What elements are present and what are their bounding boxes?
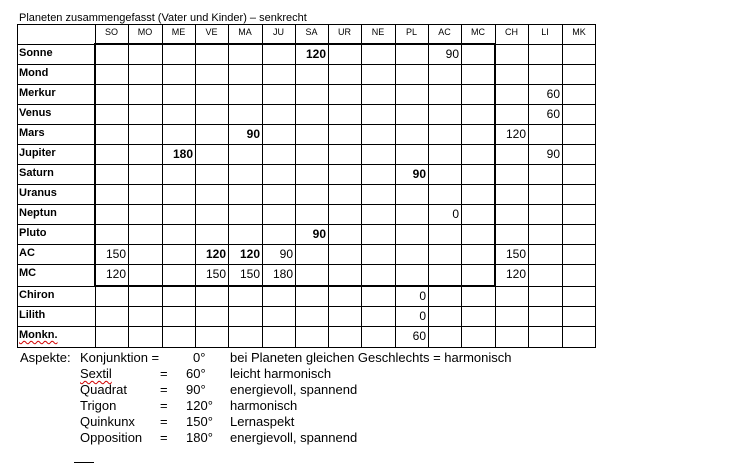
row-label-text: Mars — [19, 127, 45, 139]
row-label-text: AC — [19, 247, 35, 259]
aspect-description: leicht harmonisch — [230, 366, 332, 381]
row-label — [17, 164, 95, 184]
aspect-description: bei Planeten gleichen Geschlechts = harmonisch — [230, 350, 512, 365]
grid-line — [328, 24, 329, 348]
row-label-text: Mond — [19, 67, 49, 79]
grid-line — [428, 24, 429, 348]
table-cell: 0 — [419, 309, 426, 323]
table-cell: 0 — [419, 289, 426, 303]
row-label — [17, 306, 95, 326]
aspect-name: Sextil — [80, 366, 112, 381]
row-label — [17, 84, 95, 104]
grid-line — [228, 24, 229, 348]
grid-line — [17, 44, 596, 45]
row-label-text: Venus — [19, 107, 52, 119]
column-header: UR — [338, 27, 351, 37]
column-header: ME — [171, 27, 186, 37]
row-label-text: Sonne — [19, 47, 53, 59]
row-label-text: MC — [19, 267, 37, 279]
column-header: MA — [238, 27, 252, 37]
row-label-text: Lilith — [19, 309, 46, 321]
aspect-degree: 90° — [186, 382, 206, 397]
row-label-text: Saturn — [19, 167, 54, 179]
column-header: CH — [505, 27, 518, 37]
row-label-text: Neptun — [19, 207, 57, 219]
table-cell: 60 — [412, 329, 426, 343]
aspect-equals: = — [160, 414, 168, 429]
column-header: PL — [405, 27, 417, 37]
column-header: NE — [371, 27, 385, 37]
table-cell: 120 — [105, 267, 126, 281]
column-header: MK — [572, 27, 586, 37]
grid-line — [95, 24, 96, 348]
column-header: VE — [205, 27, 218, 37]
column-header: SA — [305, 27, 318, 37]
column-header: AC — [438, 27, 451, 37]
grid-line — [395, 24, 396, 348]
grid-line — [195, 24, 196, 348]
table-cell: 120 — [305, 47, 326, 61]
aspect-degree: 0° — [193, 350, 206, 365]
grid-line — [17, 84, 596, 85]
table-cell: 90 — [312, 227, 326, 241]
row-label-text: Monkn. — [19, 329, 58, 341]
grid-line — [17, 326, 596, 327]
grid-line — [17, 24, 18, 348]
aspect-equals: = — [160, 430, 168, 445]
aspect-description: harmonisch — [230, 398, 298, 413]
grid-line — [17, 347, 596, 348]
row-label — [17, 184, 95, 204]
grid-line — [528, 24, 529, 348]
aspect-degree: 60° — [186, 366, 206, 381]
grid-line — [562, 24, 563, 348]
row-label — [17, 264, 95, 286]
table-cell: 120 — [505, 267, 526, 281]
row-label — [17, 104, 95, 124]
column-header: JU — [273, 27, 284, 37]
row-label-text: Merkur — [19, 87, 56, 99]
row-label — [17, 224, 95, 244]
grid-line — [262, 24, 263, 348]
row-label — [17, 244, 95, 264]
row-label-text: Uranus — [19, 187, 57, 199]
row-label — [17, 144, 95, 164]
grid-line — [295, 24, 296, 348]
table-cell: 150 — [505, 247, 526, 261]
table-cell: 120 — [239, 247, 260, 261]
grid-line — [461, 24, 462, 348]
row-label-text: Jupiter — [19, 147, 56, 159]
table-cell: 90 — [412, 167, 426, 181]
row-label — [17, 64, 95, 84]
aspect-degree: 120° — [186, 398, 213, 413]
grid-line — [128, 24, 129, 348]
grid-line — [17, 244, 596, 245]
aspect-description: Lernaspekt — [230, 414, 295, 429]
row-label — [17, 286, 95, 306]
row-label — [17, 44, 95, 64]
aspect-description: energievoll, spannend — [230, 382, 358, 397]
aspect-equals: = — [160, 366, 168, 381]
aspect-legend — [20, 350, 580, 450]
aspect-table — [17, 24, 596, 348]
table-cell: 90 — [546, 147, 560, 161]
table-cell: 150 — [205, 267, 226, 281]
table-cell: 150 — [239, 267, 260, 281]
table-cell: 120 — [205, 247, 226, 261]
table-cell: 150 — [105, 247, 126, 261]
grid-line — [162, 24, 163, 348]
grid-line — [17, 24, 596, 25]
column-header: SO — [104, 27, 118, 37]
grid-line — [17, 64, 596, 65]
aspect-description: energievoll, spannend — [230, 430, 358, 445]
grid-line — [17, 286, 596, 287]
table-cell: 90 — [445, 47, 459, 61]
grid-line — [17, 184, 596, 185]
aspect-equals: = — [160, 398, 168, 413]
column-header: MO — [137, 27, 153, 37]
table-cell: 90 — [279, 247, 293, 261]
column-header: MC — [471, 27, 485, 37]
table-cell: 0 — [452, 207, 459, 221]
table-cell: 90 — [246, 127, 260, 141]
aspect-equals: = — [160, 382, 168, 397]
grid-line — [17, 104, 596, 105]
aspect-name: Quadrat — [80, 382, 127, 397]
table-cell: 120 — [505, 127, 526, 141]
legend-heading: Aspekte: — [20, 350, 71, 365]
row-label-text: Pluto — [19, 227, 47, 239]
table-cell: 180 — [172, 147, 193, 161]
aspect-name: Trigon — [80, 398, 117, 413]
grid-line — [595, 24, 596, 348]
table-cell: 180 — [272, 267, 293, 281]
grid-line — [17, 164, 596, 165]
grid-line — [495, 24, 496, 348]
row-label — [17, 326, 95, 348]
grid-line — [17, 224, 596, 225]
column-header: LI — [541, 27, 549, 37]
grid-line — [361, 24, 362, 348]
footer-rule — [74, 462, 94, 463]
grid-line — [17, 204, 596, 205]
row-label-text: Chiron — [19, 289, 55, 301]
aspect-degree: 180° — [186, 430, 213, 445]
aspect-name: Quinkunx — [80, 414, 135, 429]
grid-line — [17, 306, 596, 307]
table-cell: 60 — [546, 87, 560, 101]
aspect-name: Konjunktion = — [80, 350, 160, 365]
grid-line — [17, 264, 596, 265]
grid-line — [17, 144, 596, 145]
document-title: Planeten zusammengefasst (Vater und Kinder) – senkrecht — [19, 12, 307, 24]
row-label — [17, 204, 95, 224]
table-cell: 60 — [546, 107, 560, 121]
aspect-name: Opposition — [80, 430, 143, 445]
aspect-degree: 150° — [186, 414, 213, 429]
grid-line — [17, 124, 596, 125]
row-label — [17, 124, 95, 144]
